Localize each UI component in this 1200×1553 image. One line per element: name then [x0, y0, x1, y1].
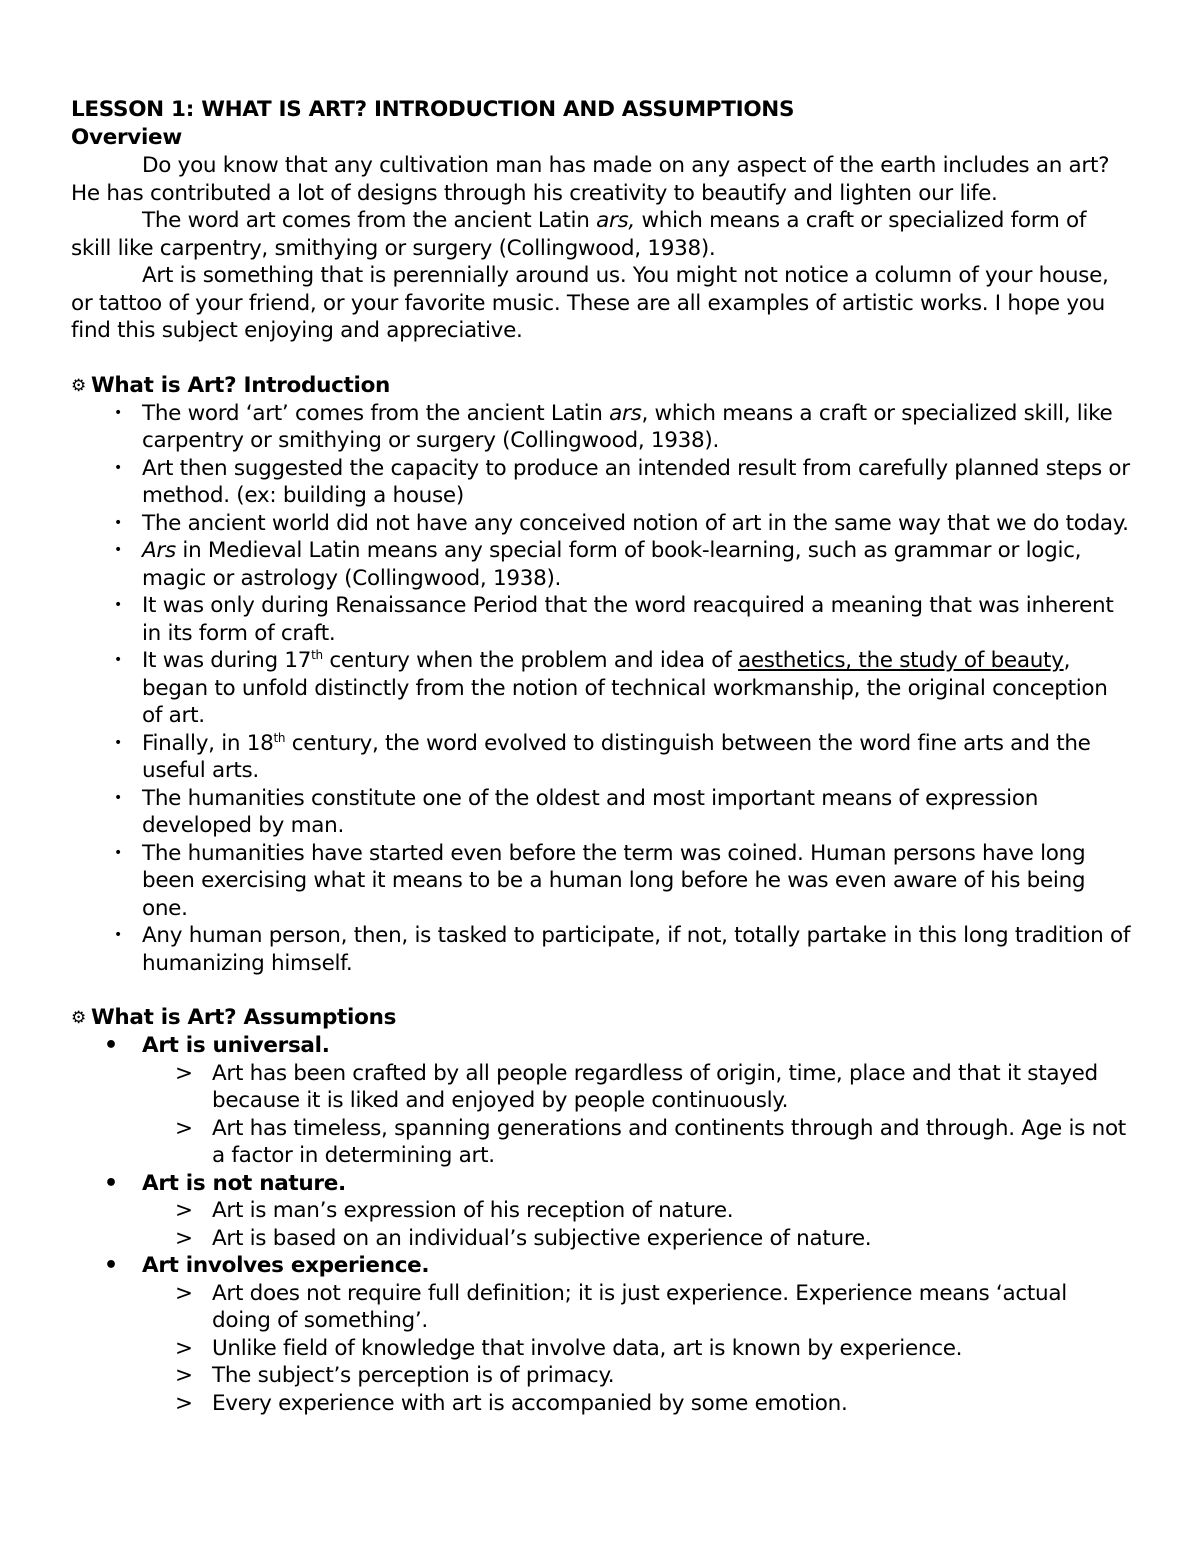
list-item: > Art has been crafted by all people regardless of origin, time, place and that it stayed because it is liked and enjoyed by people continuously. [175, 1060, 1098, 1113]
bullet-icon: • [114, 844, 122, 861]
intro-bullet-list [71, 400, 1131, 978]
list-item: • Finally, in 18th century, the word evolved to distinguish between the word fine arts and the useful arts. [114, 730, 1091, 783]
list-item: > The subject’s perception is of primacy. [175, 1363, 615, 1388]
intro-heading: ⚙ What is Art? Introduction [71, 372, 391, 398]
bullet-icon: • [114, 652, 122, 668]
bullet-icon: • [114, 542, 122, 558]
list-item: > Art is based on an individual’s subjective experience of nature. [175, 1225, 872, 1251]
list-item: > Unlike field of knowledge that involve data, art is known by experience. [175, 1335, 963, 1361]
list-item: • Art then suggested the capacity to produce an intended result from carefully planned steps or method. (ex: building a house) [114, 455, 1130, 508]
list-item: • The humanities have started even before the term was coined. Human persons have long been exercising what it means to be a human long before he was even aware of his being one. [114, 840, 1086, 921]
assumption-experience-points [71, 1280, 1131, 1418]
bullet-icon: • [114, 459, 122, 476]
list-item: > Art does not require full definition; it is just experience. Experience means ‘actual doing of something’. [175, 1280, 1067, 1333]
list-item: • The ancient world did not have any conceived notion of art in the same way that we do today. [114, 510, 1129, 536]
assumption-not-nature: • Art is not nature. [104, 1170, 346, 1196]
overview-paragraph-3: Art is something that is perennially around us. You might not notice a column of your house, or tattoo of your friend, or your favorite music. These are all examples of artistic works. I hope you find this subject enjoying and appreciative. [71, 263, 1109, 343]
lesson-title: LESSON 1: WHAT IS ART? INTRODUCTION AND ASSUMPTIONS [71, 97, 795, 122]
arrow-icon: > [175, 1335, 193, 1361]
bullet-icon: • [104, 1170, 118, 1196]
assumption-not-nature-points [71, 1197, 1131, 1252]
list-item: • The word ‘art’ comes from the ancient Latin ars, which means a craft or specialized skill, like carpentry or smithying or surgery (Collingwood, 1938). [114, 400, 1113, 453]
gear-icon: ⚙ [71, 375, 86, 396]
gear-icon: ⚙ [71, 1008, 86, 1028]
bullet-icon: • [114, 927, 122, 943]
overview-paragraph-2: The word art comes from the ancient Latin ars, which means a craft or specialized form of skill like carpentry, smithying or surgery (Collingwood, 1938). [71, 208, 1087, 261]
arrow-icon: > [175, 1060, 193, 1086]
document-page [71, 96, 1131, 1417]
aesthetics-term: aesthetics, the study of beauty [737, 648, 1064, 673]
list-item: • Any human person, then, is tasked to participate, if not, totally partake in this long tradition of humanizing himself. [114, 923, 1131, 976]
arrow-icon: > [175, 1390, 193, 1416]
arrow-icon: > [175, 1225, 193, 1251]
list-item: • Ars in Medieval Latin means any special form of book-learning, such as grammar or logic, magic or astrology (Collingwood, 1938). [114, 538, 1082, 591]
list-item: > Art has timeless, spanning generations and continents through and through. Age is not a factor in determining art. [175, 1115, 1126, 1168]
arrow-icon: > [175, 1115, 193, 1141]
overview-heading: Overview [71, 125, 182, 150]
bullet-icon: • [104, 1033, 118, 1058]
bullet-icon: • [114, 514, 122, 531]
list-item: • It was only during Renaissance Period that the word reacquired a meaning that was inherent in its form of craft. [114, 593, 1114, 646]
arrow-icon: > [175, 1280, 193, 1306]
arrow-icon: > [175, 1198, 193, 1223]
bullet-icon: • [114, 404, 122, 421]
overview-paragraph-1: Do you know that any cultivation man has made on any aspect of the earth includes an art? He has contributed a lot of designs through his creativity to beautify and lighten our life. [71, 153, 1110, 206]
list-item: > Art is man’s expression of his reception of nature. [175, 1198, 734, 1223]
list-item: • It was during 17th century when the problem and idea of aesthetics, the study of beauty, began to unfold distinctly from the notion of technical workmanship, the original conception of art. [114, 647, 1108, 728]
bullet-icon: • [114, 789, 122, 806]
assumption-universal-points [71, 1060, 1131, 1170]
assumptions-list-3 [71, 1252, 1131, 1280]
bullet-icon: • [114, 597, 122, 613]
bullet-icon: • [104, 1253, 118, 1278]
list-item: • The humanities constitute one of the oldest and most important means of expression developed by man. [114, 785, 1039, 838]
arrow-icon: > [175, 1363, 193, 1388]
assumptions-heading: ⚙ What is Art? Assumptions [71, 1005, 397, 1030]
bullet-icon: • [114, 734, 122, 751]
assumption-universal: • Art is universal. [104, 1033, 330, 1058]
assumptions-list [71, 1032, 1131, 1060]
assumption-experience: • Art involves experience. [104, 1253, 430, 1278]
list-item: > Every experience with art is accompanied by some emotion. [175, 1390, 848, 1416]
assumptions-list-2 [71, 1170, 1131, 1198]
